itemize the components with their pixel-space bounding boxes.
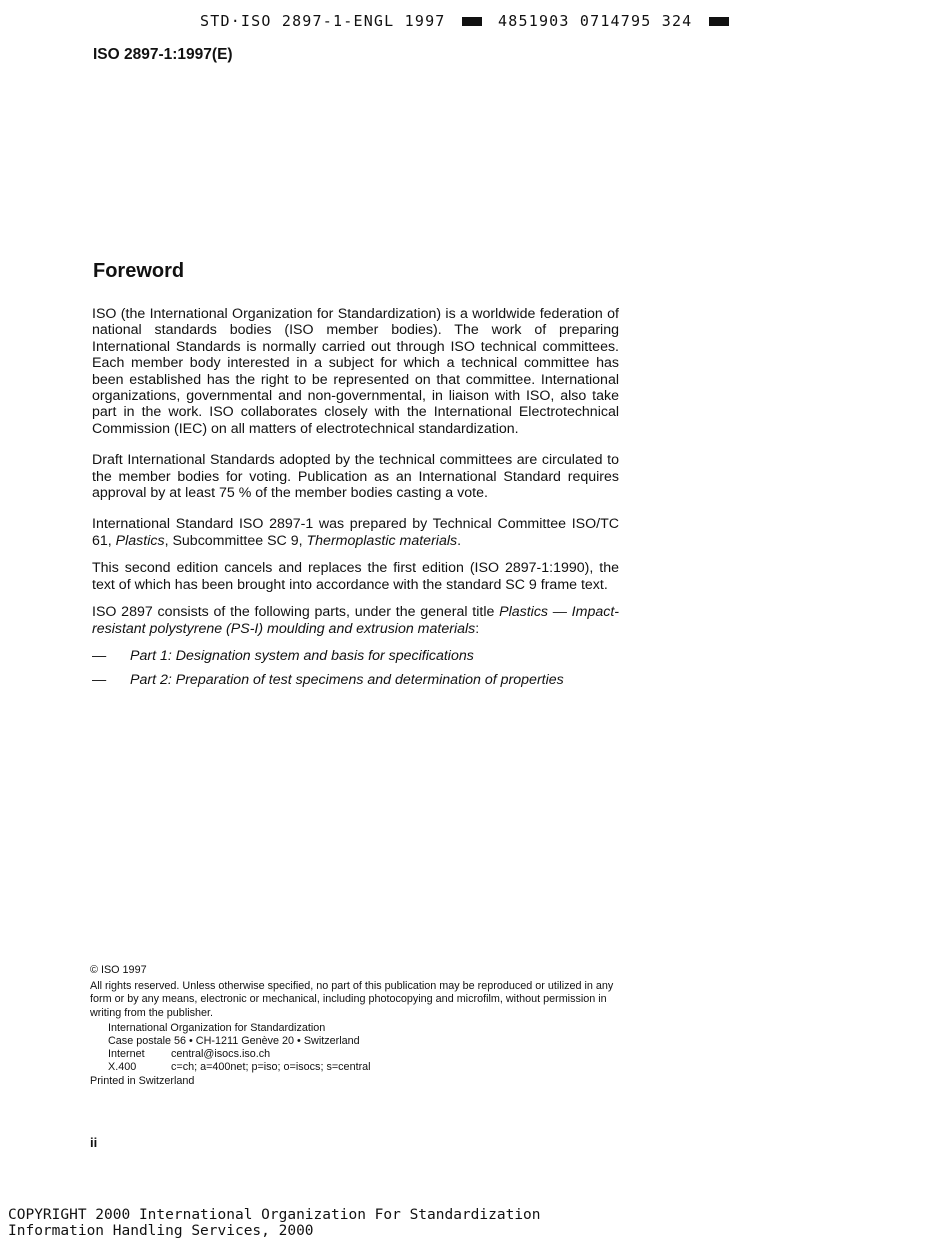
paragraph: ISO (the International Organization for Standardization) is a worldwide federation of national standards bodies (ISO member bodies). The work of preparing International Standards is normally carried out through ISO technical committees. Each member body interested in a subject for which a technical committee has been established has the right to be represented on that committee. International organizations, governmental and non-governmental, in liaison with ISO, also take part in the work. ISO collaborates closely with the International Electrotechnical Commission (IEC) on all matters of electrotechnical standardization. <box>92 306 619 437</box>
rights-notice: All rights reserved. Unless otherwise specified, no part of this publication may be reproduced or utilized in any form or by any means, electronic or mechanical, including photocopying and microfilm, without permission in writing from the publisher. <box>90 980 614 1019</box>
internet-value: central@isocs.iso.ch <box>171 1048 271 1061</box>
footer-line: COPYRIGHT 2000 International Organization For Standardization <box>8 1207 541 1223</box>
publisher-org: International Organization for Standardization <box>108 1021 326 1034</box>
paragraph: This second edition cancels and replaces the first edition (ISO 2897-1:1990), the text of which has been brought into accordance with the standard SC 9 frame text. <box>92 560 619 593</box>
copyright-heading: © ISO 1997 <box>90 964 147 976</box>
part-label: Part 2: Preparation of test specimens and determination of properties <box>130 672 564 689</box>
page-title: Foreword <box>93 260 185 282</box>
list-dash: — <box>92 672 107 689</box>
stamp-code: STD·ISO 2897-1-ENGL 1997 <box>200 12 446 30</box>
document-id: ISO 2897-1:1997(E) <box>93 46 233 63</box>
list-item <box>92 672 619 688</box>
foreword-body <box>92 306 619 697</box>
committee-name: Plastics <box>115 532 165 549</box>
parts-intro-text: ISO 2897 consists of the following parts, under the general title <box>92 604 500 621</box>
copyright-footer <box>8 1207 541 1239</box>
parts-list <box>92 648 619 689</box>
publisher-address <box>90 1022 618 1075</box>
printed-in: Printed in Switzerland <box>90 1074 195 1087</box>
part-label: Part 1: Designation system and basis for specifications <box>130 647 474 664</box>
x400-row <box>108 1061 618 1074</box>
list-item <box>92 648 619 664</box>
parts-intro-paragraph <box>92 604 619 637</box>
x400-value: c=ch; a=400net; p=iso; o=isocs; s=central <box>171 1061 371 1074</box>
copyright-block <box>90 964 618 1088</box>
parts-intro-end: : <box>475 620 480 637</box>
stamp-block-mark <box>709 17 729 26</box>
postal-address: Case postale 56 • CH-1211 Genève 20 • Switzerland <box>108 1035 360 1048</box>
list-dash: — <box>92 647 107 664</box>
prepared-text: International Standard ISO 2897-1 was prepared by Technical Committee ISO/TC 61, <box>92 516 619 549</box>
catalog-stamp <box>200 12 735 30</box>
paragraph: Draft International Standards adopted by the technical committees are circulated to the member bodies for voting. Publication as an International Standard requires approval by at least 75 % of the member bodies casting a vote. <box>92 452 619 502</box>
stamp-number: 4851903 0714795 324 <box>498 12 693 30</box>
prepared-by-paragraph <box>92 516 619 549</box>
internet-row <box>108 1048 618 1061</box>
internet-label: Internet <box>108 1048 145 1061</box>
subcommittee-name: Thermoplastic materials <box>306 532 458 549</box>
page-number: ii <box>90 1135 98 1150</box>
footer-line: Information Handling Services, 2000 <box>8 1223 314 1239</box>
general-title: Plastics — Impact-resistant polystyrene (PS-I) moulding and extrusion materials <box>92 604 619 637</box>
prepared-text: , Subcommittee SC 9, <box>164 532 307 549</box>
x400-label: X.400 <box>108 1061 137 1074</box>
prepared-text: . <box>457 532 462 549</box>
stamp-block-mark <box>462 17 482 26</box>
